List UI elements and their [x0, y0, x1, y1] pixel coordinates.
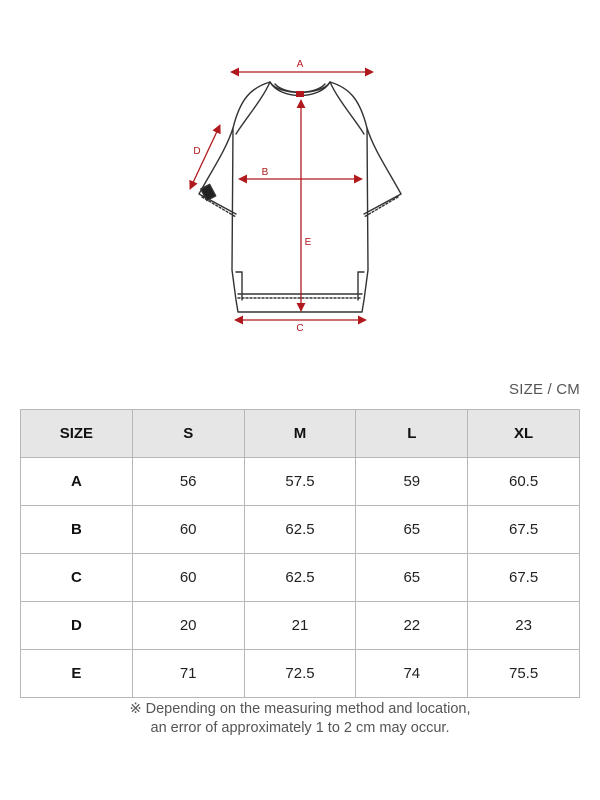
table-cell: 75.5: [468, 650, 580, 698]
label-b: B: [261, 167, 269, 178]
table-cell: 60: [132, 554, 244, 602]
table-cell: 62.5: [244, 554, 356, 602]
table-cell: 60: [132, 506, 244, 554]
table-row: [21, 554, 580, 602]
table-cell: 21: [244, 602, 356, 650]
table-cell: 62.5: [244, 506, 356, 554]
table-header-row: [21, 410, 580, 458]
unit-label: SIZE / CM: [509, 381, 580, 398]
table-cell: 60.5: [468, 458, 580, 506]
header-m: M: [244, 410, 356, 458]
table-row: [21, 506, 580, 554]
chest-logo-patch: [296, 91, 304, 97]
row-key: E: [21, 650, 133, 698]
label-d: D: [193, 146, 201, 157]
tshirt-illustration: [0, 0, 600, 360]
header-size: SIZE: [21, 410, 133, 458]
note-line-2: an error of approximately 1 to 2 cm may occur.: [150, 720, 450, 736]
table-cell: 65: [356, 554, 468, 602]
table-cell: 72.5: [244, 650, 356, 698]
table-cell: 59: [356, 458, 468, 506]
table-cell: 67.5: [468, 506, 580, 554]
header-s: S: [132, 410, 244, 458]
table-cell: 71: [132, 650, 244, 698]
label-a: A: [296, 59, 304, 70]
table-row: [21, 650, 580, 698]
row-key: C: [21, 554, 133, 602]
table-row: [21, 602, 580, 650]
row-key: A: [21, 458, 133, 506]
table-cell: 57.5: [244, 458, 356, 506]
label-c: C: [296, 323, 304, 334]
note-line-1: ※ Depending on the measuring method and location,: [129, 701, 471, 717]
tshirt-outline: [199, 82, 401, 312]
label-e: E: [304, 237, 312, 248]
table-row: [21, 458, 580, 506]
header-xl: XL: [468, 410, 580, 458]
table-cell: 23: [468, 602, 580, 650]
table-cell: 22: [356, 602, 468, 650]
tshirt-size-diagram: [0, 0, 600, 360]
table-cell: 67.5: [468, 554, 580, 602]
table-cell: 20: [132, 602, 244, 650]
table-cell: 65: [356, 506, 468, 554]
header-l: L: [356, 410, 468, 458]
table-cell: 74: [356, 650, 468, 698]
measurement-arrows: [190, 72, 373, 320]
row-key: B: [21, 506, 133, 554]
measurement-note: [0, 700, 600, 738]
size-chart-table: [20, 409, 580, 698]
row-key: D: [21, 602, 133, 650]
table-cell: 56: [132, 458, 244, 506]
arrow-d: [190, 125, 220, 189]
